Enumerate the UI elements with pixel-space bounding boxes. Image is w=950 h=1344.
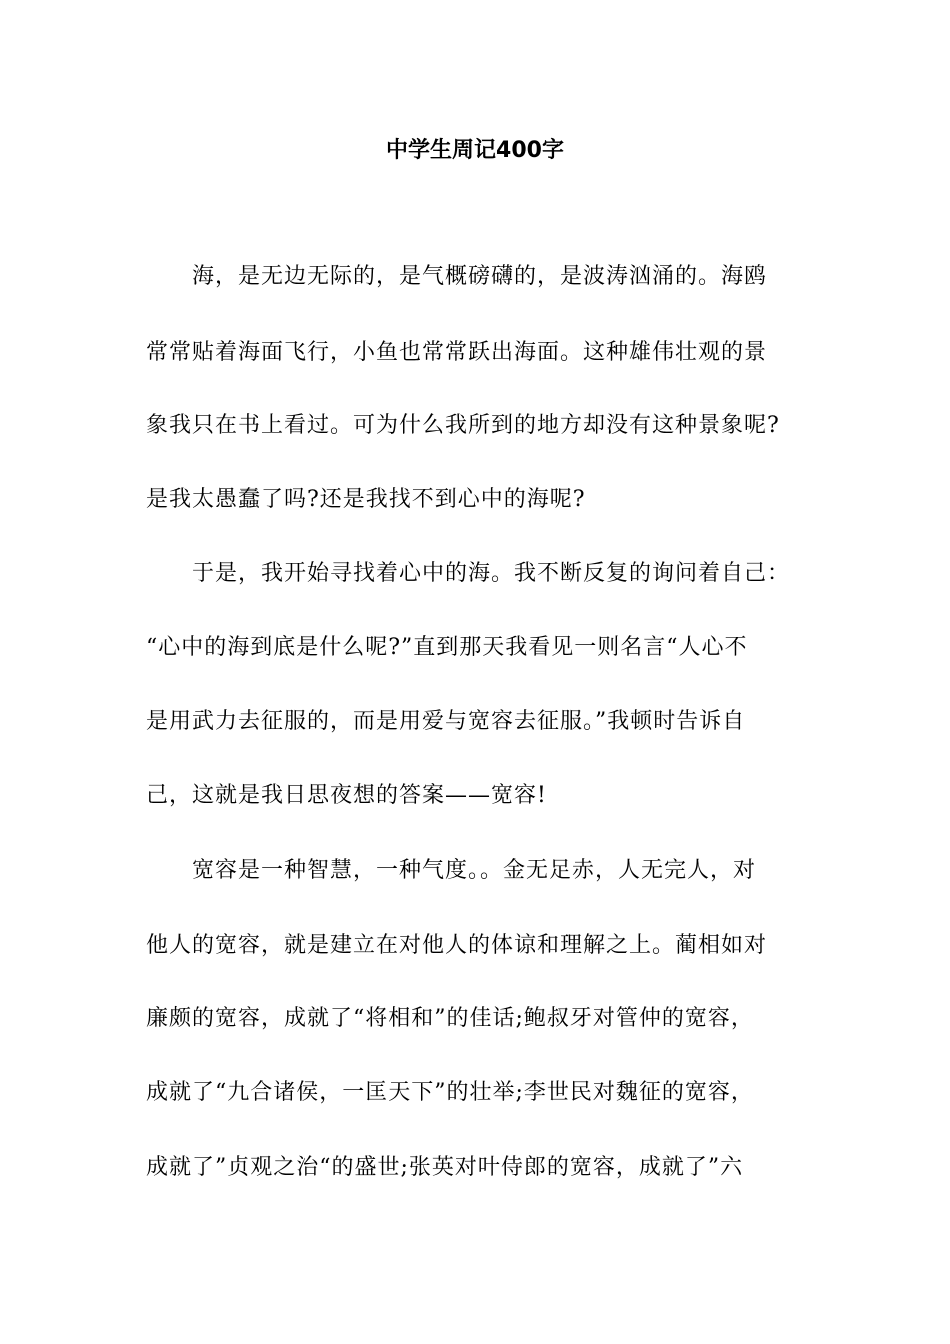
paragraph-3-line-3: 廉颇的宽容，成就了“将相和”的佳话;鲍叔牙对管仲的宽容，	[146, 1006, 754, 1031]
paragraph-2-line-1: 于是，我开始寻找着心中的海。我不断反复的询问着自己：	[192, 561, 791, 586]
paragraph-3-line-2: 他人的宽容，就是建立在对他人的体谅和理解之上。蔺相如对	[146, 933, 768, 958]
paragraph-3-line-1: 宽容是一种智慧，一种气度。。金无足赤，人无完人，对	[192, 858, 757, 883]
paragraph-1-line-2: 常常贴着海面飞行，小鱼也常常跃出海面。这种雄伟壮观的景	[146, 340, 768, 365]
document-title: 中学生周记400字	[386, 138, 564, 163]
paragraph-2-line-2: “心中的海到底是什么呢?”直到那天我看见一则名言“人心不	[146, 635, 748, 660]
paragraph-1-line-3: 象我只在书上看过。可为什么我所到的地方却没有这种景象呢?	[146, 413, 780, 438]
paragraph-2-line-3: 是用武力去征服的，而是用爱与宽容去征服。”我顿时告诉自	[146, 709, 746, 734]
paragraph-3-line-5: 成就了”贞观之治“的盛世;张英对叶侍郎的宽容，成就了”六	[146, 1155, 744, 1180]
paragraph-1-line-1: 海，是无边无际的，是气概磅礴的，是波涛汹涌的。海鸥	[192, 264, 768, 289]
paragraph-1-line-4: 是我太愚蠢了吗?还是我找不到心中的海呢?	[146, 487, 586, 512]
paragraph-3-line-4: 成就了“九合诸侯，一匡天下”的壮举;李世民对魏征的宽容，	[146, 1080, 754, 1105]
paragraph-2-line-4: 己，这就是我日思夜想的答案——宽容!	[146, 783, 547, 808]
